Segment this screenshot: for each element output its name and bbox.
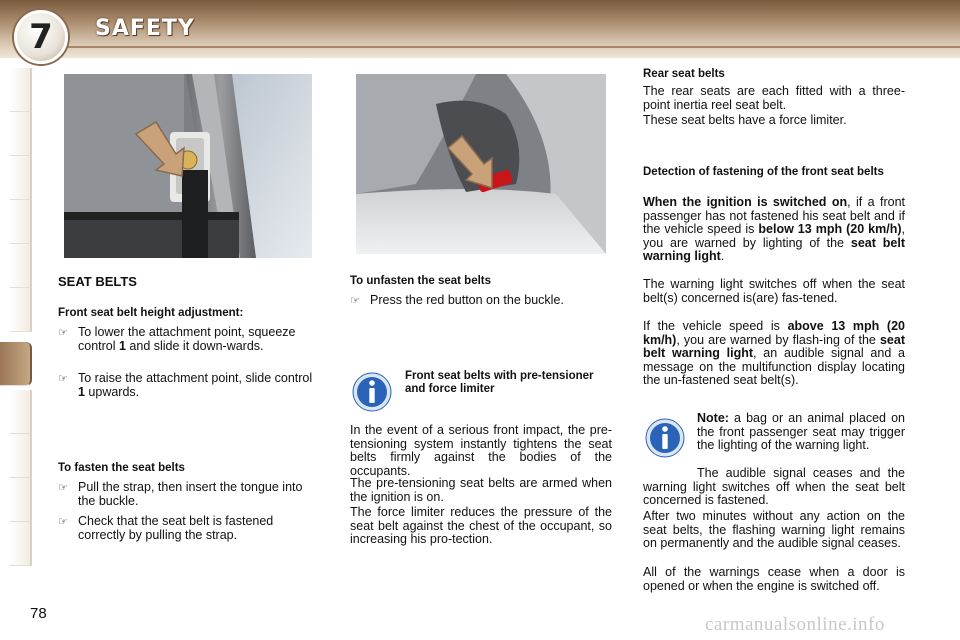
pretensioner-paragraph-1: In the event of a serious front impact, the pre-tensioning system instantly tightens the seat belts firmly against the bodies of the occupants. <box>350 423 612 478</box>
body-text: a bag or an animal placed on the front passenger seat may trigger the lighting of the warning light. <box>697 411 905 452</box>
pretensioner-title: Front seat belts with pre-tensioner and force limiter <box>405 370 594 395</box>
control-number: 1 <box>119 338 126 353</box>
seat-belt-buckle-photo <box>356 74 606 254</box>
control-number: 1 <box>78 384 85 399</box>
pointing-hand-icon: ☞ <box>58 372 68 385</box>
info-icon <box>352 372 392 412</box>
chapter-tab[interactable] <box>10 156 32 200</box>
height-adjustment-title: Front seat belt height adjustment: <box>58 307 244 319</box>
force-limiter-paragraph: The force limiter reduces the pressure of the seat belt against the chest of the occupant, so increasing his pro-tection. <box>350 505 612 546</box>
height-raise-instruction <box>58 372 320 399</box>
rear-belts-title: Rear seat belts <box>643 68 725 80</box>
instruction-text: upwards. <box>84 384 140 399</box>
pointing-hand-icon: ☞ <box>58 481 68 494</box>
fasten-step-2 <box>58 515 322 542</box>
detection-paragraph-3 <box>643 320 905 388</box>
chapter-tab[interactable] <box>10 112 32 156</box>
chapter-tab-strip <box>0 60 34 580</box>
chapter-tab-active[interactable] <box>0 342 32 386</box>
rear-belts-paragraph-1: The rear seats are each fitted with a three-point inertia reel seat belt. <box>643 84 905 112</box>
emphasis-text: below 13 mph (20 km/h) <box>758 222 902 236</box>
chapter-tab[interactable] <box>10 522 32 566</box>
chapter-tab[interactable] <box>10 244 32 288</box>
chapter-tab[interactable] <box>10 68 32 112</box>
chapter-tab[interactable] <box>10 390 32 434</box>
detection-paragraph-1 <box>643 196 905 264</box>
pointing-hand-icon: ☞ <box>58 515 68 528</box>
header-rule <box>60 46 960 48</box>
rear-belts-paragraph-2: These seat belts have a force limiter. <box>643 113 847 127</box>
note-paragraph-2: The audible signal ceases and the warning light switches off when the seat belt concerned is fastened. <box>643 466 905 507</box>
instruction-text: To raise the attachment point, slide control <box>78 371 313 385</box>
height-lower-instruction <box>58 326 320 353</box>
pretensioner-paragraph-2: The pre-tensioning seat belts are armed when the ignition is on. <box>350 476 612 504</box>
watermark: carmanualsonline.info <box>705 614 885 635</box>
instruction-text: Check that the seat belt is fastened correctly by pulling the strap. <box>78 514 274 542</box>
belt-height-adjuster-photo <box>64 74 312 258</box>
seat-belts-heading: SEAT BELTS <box>58 274 137 289</box>
unfasten-step <box>350 294 612 308</box>
emphasis-text: When the ignition is switched on <box>643 195 848 209</box>
body-text: , you are warned by lighting of the <box>643 222 905 250</box>
emphasis-text: above 13 mph (20 km/h) <box>643 319 905 347</box>
body-text: If the vehicle speed is <box>643 319 788 333</box>
chapter-tab[interactable] <box>10 478 32 522</box>
page-number: 78 <box>30 605 47 622</box>
chapter-number-badge: 7 <box>14 10 68 64</box>
instruction-text: To lower the attachment point, squeeze control <box>78 325 296 353</box>
info-icon <box>645 418 685 458</box>
chapter-tab[interactable] <box>10 200 32 244</box>
warnings-cease-paragraph: All of the warnings cease when a door is opened or when the engine is switched off. <box>643 565 905 593</box>
emphasis-text: seat belt warning light <box>643 332 905 360</box>
unfasten-belts-title: To unfasten the seat belts <box>350 275 492 287</box>
chapter-title: SAFETY <box>95 16 195 41</box>
note-label: Note: <box>697 411 729 425</box>
pointing-hand-icon: ☞ <box>58 326 68 339</box>
emphasis-text: seat belt warning light <box>643 235 905 263</box>
chapter-tab[interactable] <box>10 434 32 478</box>
body-text: , if a front passenger has not fastened his seat belt and if the vehicle speed is <box>643 195 905 236</box>
note-paragraph <box>697 412 905 453</box>
chapter-tab[interactable] <box>10 288 32 332</box>
fasten-step-1 <box>58 481 322 508</box>
body-text: , you are warned by flash-ing of the <box>676 332 880 347</box>
detection-paragraph-2: The warning light switches off when the seat belt(s) concerned is(are) fas-tened. <box>643 277 905 305</box>
after-two-minutes-paragraph: After two minutes without any action on the seat belts, the flashing warning light remains on permanently and the audible signal ceases. <box>643 509 905 550</box>
body-text: . <box>720 249 725 263</box>
instruction-text: Press the red button on the buckle. <box>370 293 564 307</box>
fasten-belts-title: To fasten the seat belts <box>58 462 185 474</box>
detection-title: Detection of fastening of the front seat belts <box>643 166 884 178</box>
instruction-text: Pull the strap, then insert the tongue into the buckle. <box>78 480 303 508</box>
body-text: , an audible signal and a message on the multifunction display locating the un-fastened seat belt(s). <box>643 346 905 387</box>
instruction-text: and slide it down-wards. <box>125 338 264 353</box>
pointing-hand-icon: ☞ <box>350 294 360 307</box>
